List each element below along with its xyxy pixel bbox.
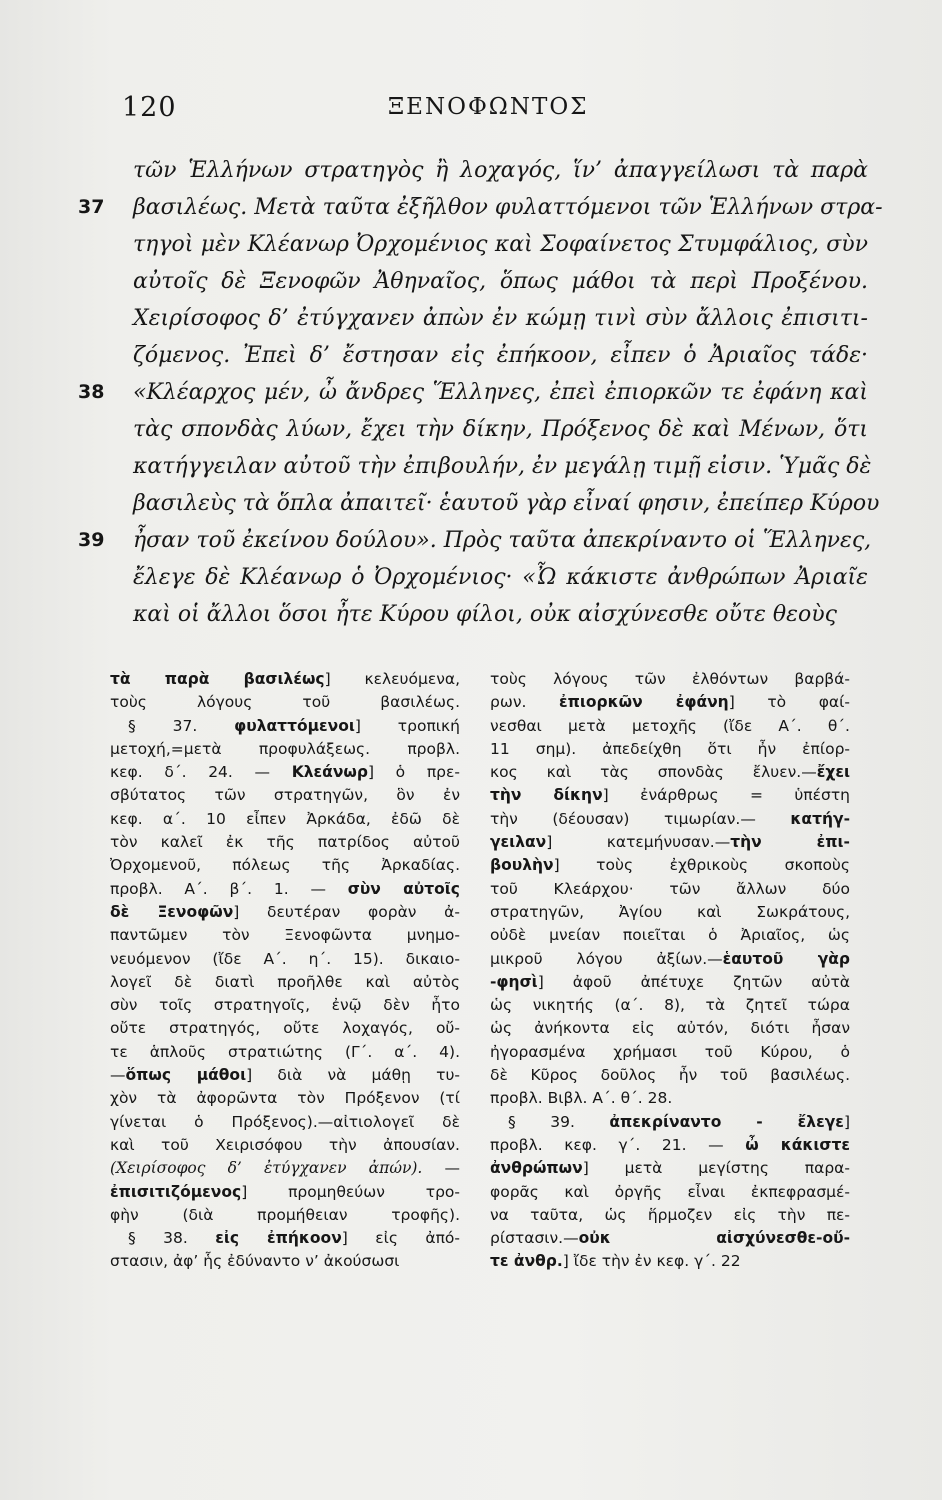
note-lemma: ὅπως μάθοι [125, 1066, 247, 1085]
section-number: 37 [78, 196, 105, 218]
line-text: ἔλεγε δὲ Κλέανωρ ὁ Ὀρχομένιος· «Ὦ κάκιστε ἀνθρώπων Ἀριαῖε [133, 565, 868, 590]
line-text: ἦσαν τοῦ ἐκείνου δούλου». Πρὸς ταῦτα ἀπεκρίναντο οἱ Ἕλληνες, [133, 528, 872, 553]
note-line [110, 1250, 460, 1273]
note-text: ρίστασιν.— [490, 1229, 579, 1248]
note-line [110, 854, 460, 877]
note-lemma: κατήγ- [790, 809, 850, 828]
note-line [490, 738, 850, 761]
note-text: να ταῦτα, ὡς ἥρμοζεν εἰς τὴν πε- [490, 1205, 850, 1224]
note-lemma: τὴν ἐπι- [730, 833, 850, 852]
note-line [110, 1181, 460, 1204]
text-line [78, 189, 883, 226]
note-text: χὸν τὰ ἀφορῶντα τὸν Πρόξενον (τί [110, 1089, 460, 1108]
note-lemma: -φησὶ [490, 972, 538, 991]
note-line [110, 668, 460, 691]
note-line [490, 994, 850, 1017]
note-lemma: εἰς ἐπήκοον [215, 1229, 342, 1248]
notes-left-column [110, 668, 460, 1274]
note-line [490, 831, 850, 854]
note-text: ] κελευόμενα, [324, 670, 460, 688]
text-line [78, 226, 868, 263]
note-line [110, 878, 460, 901]
note-lemma: τὴν δίκην [490, 786, 603, 805]
note-line [490, 1064, 850, 1087]
note-line [490, 1227, 850, 1250]
note-text: γίνεται ὁ Πρόξενος).—αἰτιολογεῖ δὲ [110, 1112, 460, 1131]
note-text: 11 σημ). ἀπεδείχθη ὅτι ἦν ἐπίορ- [490, 739, 850, 758]
note-line [110, 784, 460, 807]
note-text: τοῦ Κλεάρχου· τῶν ἄλλων δύο [490, 879, 850, 898]
note-line [110, 831, 460, 854]
note-text: κεφ. δ΄. 24. — [110, 763, 292, 782]
note-line [110, 1134, 460, 1157]
line-text: τὰς σπονδὰς λύων, ἔχει τὴν δίκην, Πρόξενος δὲ καὶ Μένων, ὅτι [133, 417, 868, 442]
note-line [110, 808, 460, 831]
note-lemma: οὐκ αἰσχύνεσθε-οὔ- [578, 1229, 850, 1248]
note-text: ] [843, 1112, 850, 1131]
note-text: κεφ. α΄. 10 εἶπεν Ἀρκάδα, ἐδῶ δὲ [110, 809, 460, 828]
note-text: στρατηγῶν, Ἀγίου καὶ Σωκράτους, [490, 902, 850, 921]
note-text: τοὺς λόγους τοῦ βασιλέως. [110, 693, 460, 712]
running-title: ΞΕΝΟΦΩΝΤΟΣ [388, 94, 589, 120]
line-text: τῶν Ἑλλήνων στρατηγὸς ἢ λοχαγός, ἵν’ ἀπαγγείλωσι τὰ παρὰ [133, 158, 868, 183]
note-lemma: ἑαυτοῦ γὰρ [722, 949, 850, 968]
notes-right-column [490, 668, 850, 1274]
note-text: τὴν (δέουσαν) τιμωρίαν.— [490, 809, 791, 828]
note-line [490, 971, 850, 994]
main-text [78, 152, 883, 633]
note-line [110, 738, 460, 761]
line-text: «Κλέαρχος μέν, ὦ ἄνδρες Ἕλληνες, ἐπεὶ ἐπιορκῶν τε ἐφάνη καὶ [133, 380, 868, 405]
note-text: οὐδὲ μνείαν ποιεῖται ὁ Ἀριαῖος, ὡς [490, 926, 850, 945]
note-line [490, 1181, 850, 1204]
note-line [110, 901, 460, 924]
note-text: ] ἐνάρθρως = ὑπέστη [602, 786, 850, 805]
note-line [110, 924, 460, 947]
note-line [490, 761, 850, 784]
note-text: ὡς νικητής (α΄. 8), τὰ ζητεῖ τώρα [490, 996, 850, 1015]
note-text: ὡς ἀνήκοντα εἰς αὐτόν, διότι ἦσαν [490, 1019, 850, 1038]
note-text: ] κατεμήνυσαν.— [546, 833, 731, 852]
note-line [110, 1017, 460, 1040]
note-line [490, 1087, 850, 1110]
note-text: δὲ Κῦρος δοῦλος ἦν τοῦ βασιλέως. [490, 1066, 850, 1085]
note-line [110, 948, 460, 971]
line-text: βασιλεὺς τὰ ὅπλα ἀπαιτεῖ· ἑαυτοῦ γὰρ εἶναί φησιν, ἐπείπερ Κύρου [133, 491, 880, 516]
note-line [110, 994, 460, 1017]
text-line [78, 559, 868, 596]
note-text: § 39. [508, 1112, 610, 1131]
note-line [490, 784, 850, 807]
note-lemma: ἐπισιτιζόμενος [110, 1182, 242, 1201]
note-line [490, 948, 850, 971]
note-text: λογεῖ δὲ διατὶ προῆλθε καὶ αὐτὸς [110, 972, 460, 991]
note-text: τοὺς λόγους τῶν ἐλθόντων βαρβά- [490, 670, 850, 688]
note-text: ρων. [490, 693, 559, 712]
text-line [78, 448, 872, 485]
page-number: 120 [122, 92, 177, 123]
note-text: φὴν (διὰ προμήθειαν τροφῆς). [110, 1205, 460, 1224]
note-line [490, 1204, 850, 1227]
note-line [490, 1157, 850, 1180]
note-lemma: δὲ Ξενοφῶν [110, 902, 234, 921]
text-line [78, 152, 868, 189]
note-text: σὺν τοῖς στρατηγοῖς, ἐνῷ δὲν ἦτο [110, 996, 460, 1015]
section-number: 38 [78, 381, 105, 403]
line-text: ζόμενος. Ἐπεὶ δ’ ἔστησαν εἰς ἐπήκοον, εἶπεν ὁ Ἀριαῖος τάδε· [133, 343, 868, 368]
note-line [490, 924, 850, 947]
note-text: ] προμηθεύων τρο- [241, 1182, 460, 1201]
text-line [78, 411, 868, 448]
note-line [110, 971, 460, 994]
note-line [110, 761, 460, 784]
note-text: μικροῦ λόγου ἀξίων.— [490, 949, 723, 968]
note-text: σβύτατος τῶν στρατηγῶν, ὃν ἐν [110, 786, 460, 805]
note-line [110, 1087, 460, 1110]
running-head [0, 92, 942, 132]
note-text: στασιν, ἀφ’ ἧς ἐδύναντο ν’ ἀκούσωσι [110, 1252, 400, 1271]
line-text: βασιλέως. Μετὰ ταῦτα ἐξῆλθον φυλαττόμενοι τῶν Ἑλλήνων στρα- [133, 195, 883, 220]
text-line [78, 596, 868, 633]
note-line [110, 1064, 460, 1087]
note-text: ἠγορασμένα χρήμασι τοῦ Κύρου, ὁ [490, 1042, 850, 1061]
note-text: ] τροπική [354, 716, 460, 735]
note-line [110, 1157, 460, 1180]
note-text: (Χειρίσοφος δ’ ἐτύγχανεν ἀπών). [110, 1159, 423, 1178]
note-lemma: γειλαν [490, 833, 547, 852]
note-lemma: σὺν αὐτοῖς [347, 879, 460, 898]
note-text: ] διὰ νὰ μάθῃ τυ- [246, 1066, 461, 1085]
note-text: τὸν καλεῖ ἐκ τῆς πατρίδος αὐτοῦ [110, 833, 460, 852]
line-text: αὐτοῖς δὲ Ξενοφῶν Ἀθηναῖος, ὅπως μάθοι τὰ περὶ Προξένου. [133, 269, 868, 294]
note-text: τε ἁπλοῦς στρατιώτης (Γ΄. α΄. 4). [110, 1042, 460, 1061]
text-line [78, 522, 872, 559]
note-line [490, 901, 850, 924]
note-text: καὶ τοῦ Χειρισόφου τὴν ἀπουσίαν. [110, 1135, 460, 1154]
note-line [490, 668, 850, 691]
note-lemma: φυλαττόμενοι [234, 716, 355, 735]
note-text: ] τοὺς ἐχθρικοὺς σκοποὺς [553, 856, 850, 875]
note-text: § 38. [128, 1229, 216, 1248]
note-lemma: ἀπεκρίναντο - ἔλεγε [609, 1112, 844, 1131]
note-text: νεσθαι μετὰ μετοχῆς (ἴδε Α΄. θ΄. [490, 716, 850, 735]
note-line [490, 1017, 850, 1040]
text-line [78, 300, 868, 337]
note-line [110, 1041, 460, 1064]
note-lemma: ἔχει [816, 763, 850, 782]
note-line [490, 1134, 850, 1157]
note-line [490, 854, 850, 877]
note-line [110, 691, 460, 714]
note-text: Ὀρχομενοῦ, πόλεως τῆς Ἀρκαδίας. [110, 856, 460, 875]
text-line [78, 374, 868, 411]
note-text: ] ἴδε τὴν ἐν κεφ. γ΄. 22 [562, 1252, 741, 1271]
note-lemma: βουλὴν [490, 856, 554, 875]
note-text: νευόμενον (ἴδε Α΄. η΄. 15). δικαιο- [110, 949, 460, 968]
text-line [78, 485, 880, 522]
line-text: Χειρίσοφος δ’ ἐτύγχανεν ἀπὼν ἐν κώμῃ τινὶ σὺν ἄλλοις ἐπισιτι- [133, 306, 868, 331]
line-text: καὶ οἱ ἄλλοι ὅσοι ἦτε Κύρου φίλοι, οὐκ αἰσχύνεσθε οὔτε θεοὺς [133, 602, 837, 627]
note-text: φορᾶς καὶ ὀργῆς εἶναι ἐκπεφρασμέ- [490, 1182, 850, 1201]
note-line [490, 1111, 850, 1134]
note-text: προβλ. κεφ. γ΄. 21. — [490, 1135, 746, 1154]
note-text: κος καὶ τὰς σπονδὰς ἔλυεν.— [490, 763, 817, 782]
note-line [110, 715, 460, 738]
note-text: ] τὸ φαί- [728, 693, 850, 712]
note-line [110, 1227, 460, 1250]
note-text: — [422, 1159, 460, 1178]
text-line [78, 263, 868, 300]
note-text: παντῶμεν τὸν Ξενοφῶντα μνημο- [110, 926, 460, 945]
note-text: — [110, 1066, 126, 1085]
note-text: προβλ. Α΄. β΄. 1. — [110, 879, 348, 898]
note-lemma: ἀνθρώπων [490, 1159, 583, 1178]
note-line [110, 1111, 460, 1134]
note-line [490, 691, 850, 714]
note-lemma: Κλεάνωρ [291, 763, 368, 782]
note-text: προβλ. Βιβλ. Α΄. θ΄. 28. [490, 1089, 673, 1108]
note-text: ] δευτέραν φορὰν ἀ- [233, 902, 460, 921]
note-text: ] ἀφοῦ ἀπέτυχε ζητῶν αὐτὰ [537, 972, 850, 991]
note-lemma: ὦ κάκιστε [745, 1135, 851, 1154]
note-line [490, 878, 850, 901]
line-text: τηγοὶ μὲν Κλέανωρ Ὀρχομένιος καὶ Σοφαίνετος Στυμφάλιος, σὺν [133, 232, 868, 257]
note-line [490, 1250, 850, 1273]
section-number: 39 [78, 529, 105, 551]
note-text: μετοχή,=μετὰ προφυλάξεως. προβλ. [110, 739, 460, 758]
note-lemma: τὰ παρὰ βασιλέως [110, 670, 325, 688]
note-lemma: τε ἀνθρ. [490, 1252, 563, 1271]
note-text: οὔτε στρατηγός, οὔτε λοχαγός, οὔ- [110, 1019, 460, 1038]
note-text: § 37. [128, 716, 235, 735]
note-lemma: ἐπιορκῶν ἐφάνη [558, 693, 729, 712]
text-line [78, 337, 868, 374]
note-line [490, 1041, 850, 1064]
note-text: ] μετὰ μεγίστης παρα- [582, 1159, 850, 1178]
note-line [490, 808, 850, 831]
note-text: ] ὁ πρε- [367, 763, 460, 782]
note-line [110, 1204, 460, 1227]
note-line [490, 715, 850, 738]
line-text: κατήγγειλαν αὐτοῦ τὴν ἐπιβουλήν, ἐν μεγάλῃ τιμῇ εἰσιν. Ὑμᾶς δὲ [133, 454, 872, 479]
note-text: ] εἰς ἀπό- [341, 1229, 460, 1248]
